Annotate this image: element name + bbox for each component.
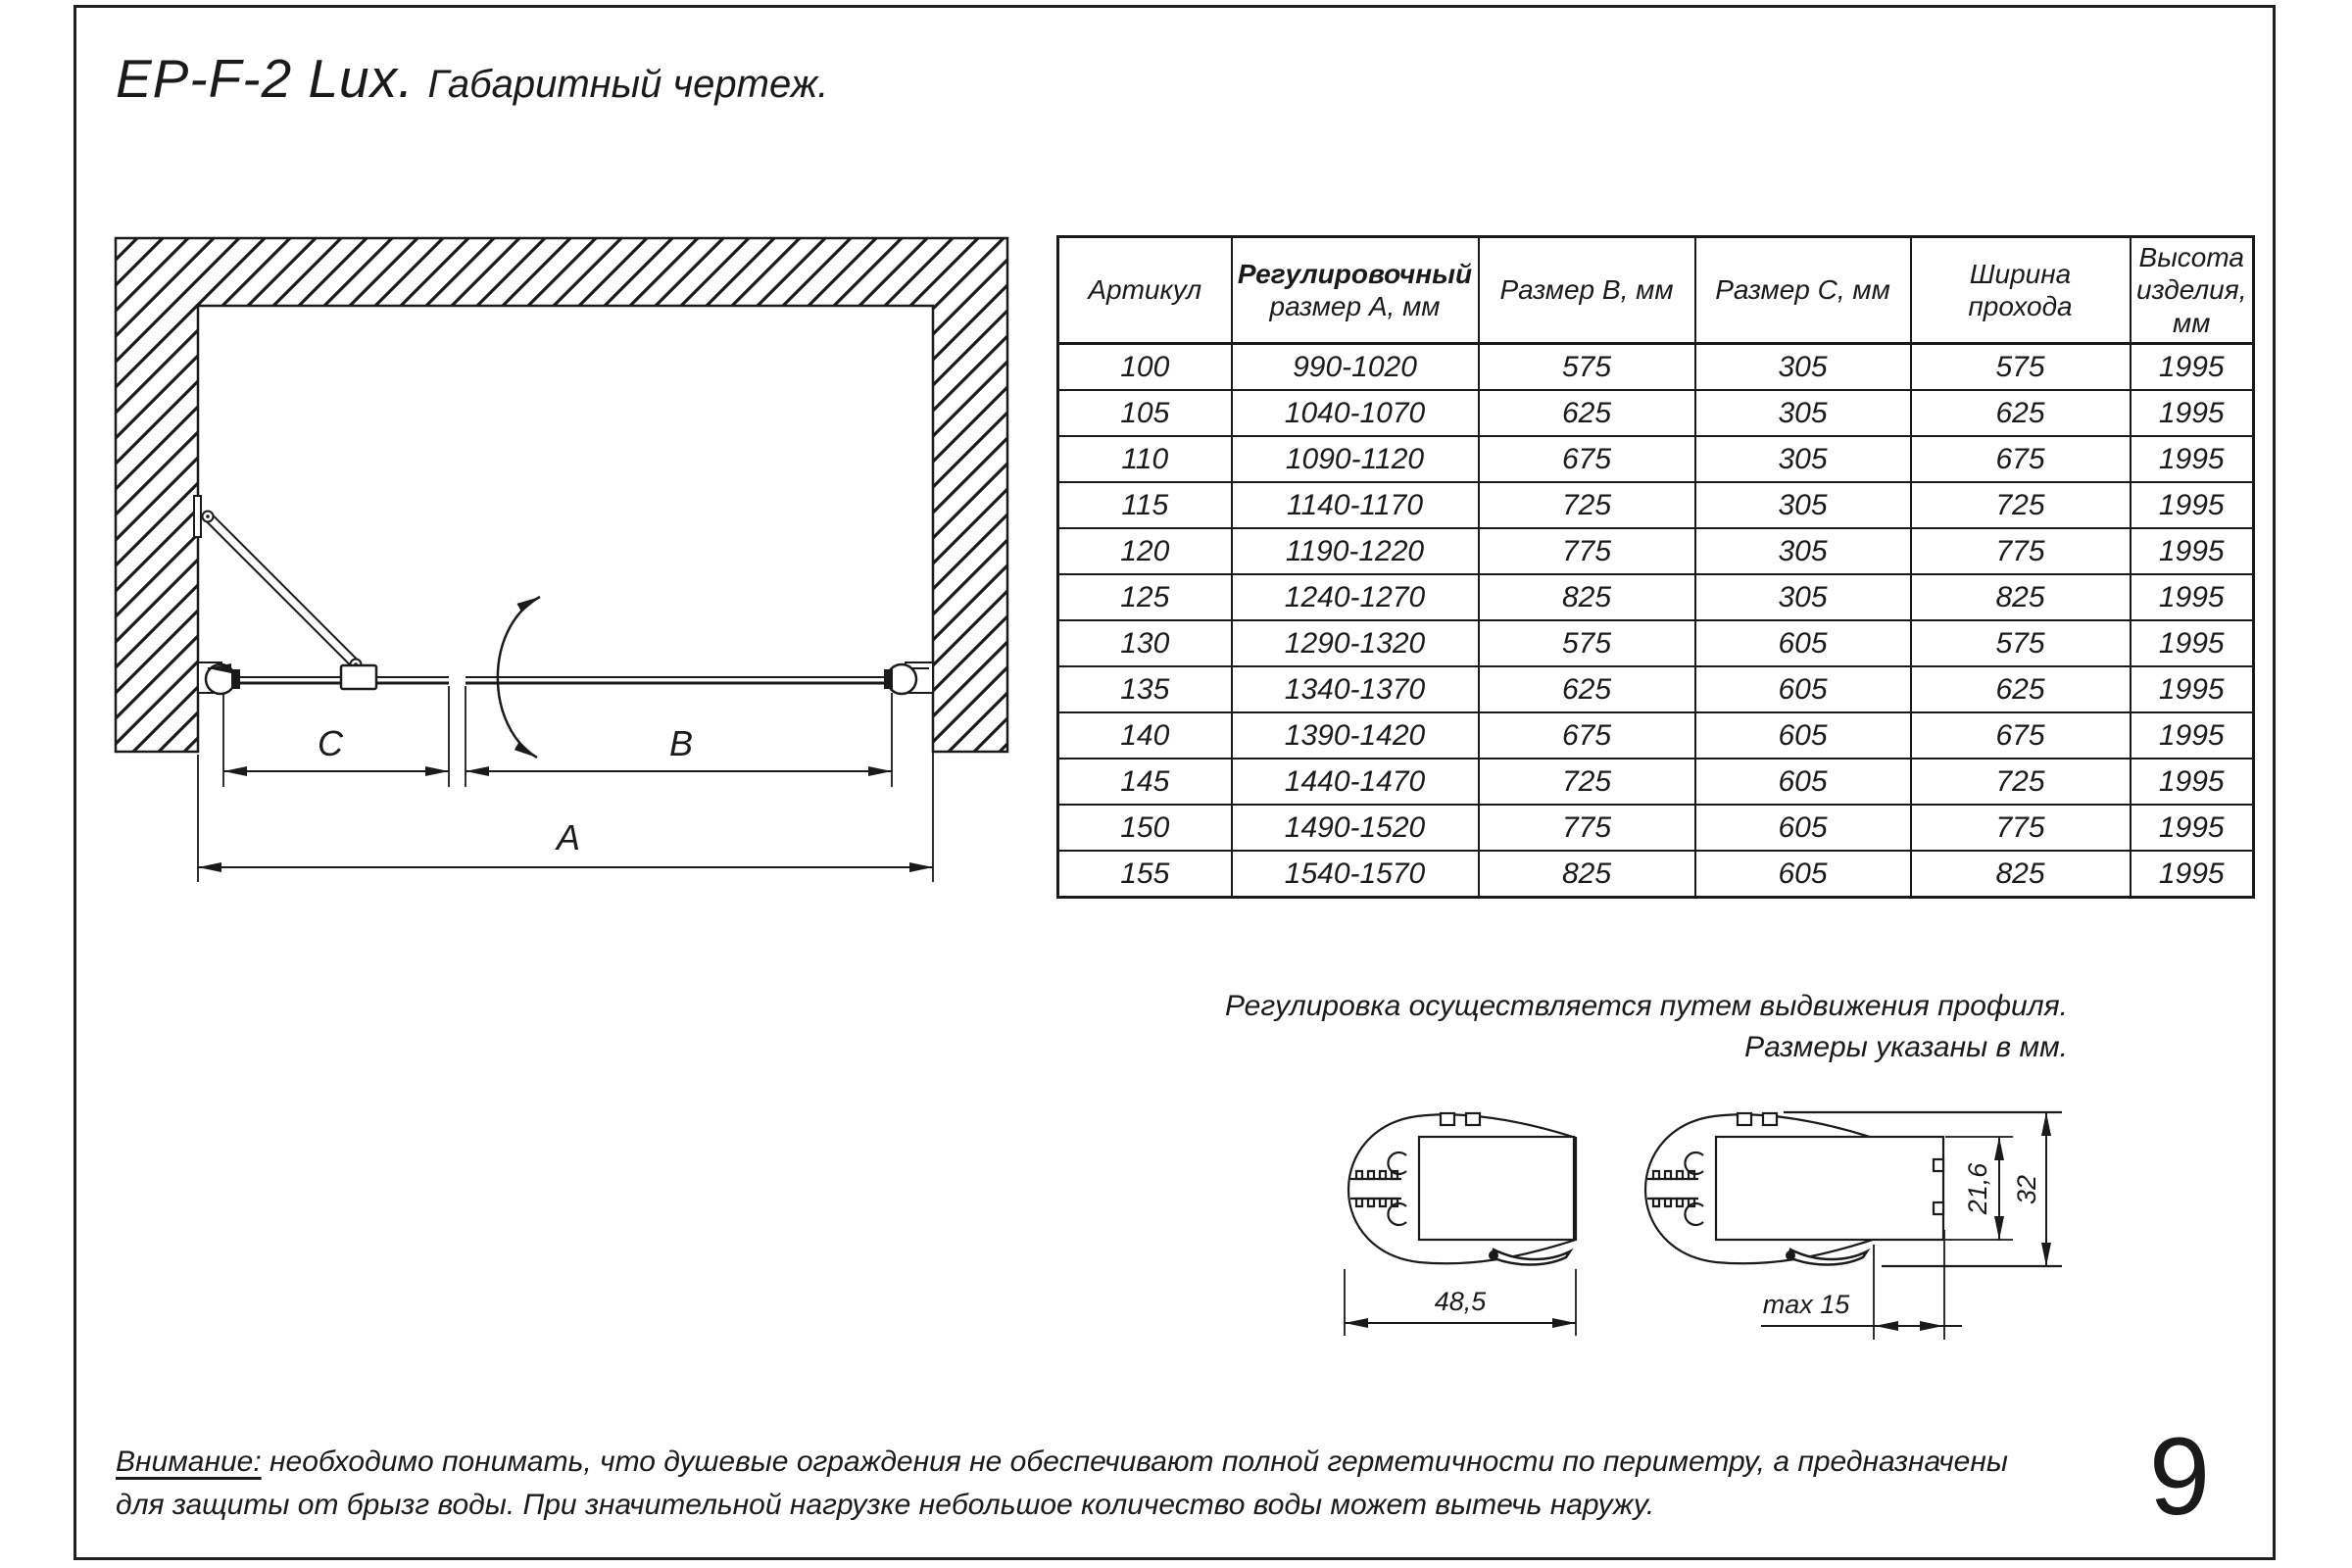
table-cell: 1995 bbox=[2131, 759, 2254, 805]
header-size-b: Размер В, мм bbox=[1479, 237, 1695, 344]
table-cell: 105 bbox=[1058, 390, 1232, 436]
profile-max-label: max 15 bbox=[1762, 1290, 1850, 1319]
table-cell: 1540-1570 bbox=[1232, 851, 1479, 898]
table-cell: 1390-1420 bbox=[1232, 712, 1479, 759]
table-cell: 605 bbox=[1695, 759, 1911, 805]
table-cell: 1340-1370 bbox=[1232, 666, 1479, 712]
warning-label: Внимание: bbox=[116, 1446, 262, 1478]
table-row bbox=[1058, 712, 2254, 759]
table-row bbox=[1058, 759, 2254, 805]
table-cell: 775 bbox=[1911, 528, 2131, 574]
profile-inner-height-dimension bbox=[1945, 1137, 2013, 1240]
table-cell: 575 bbox=[1911, 344, 2131, 391]
table-row bbox=[1058, 851, 2254, 898]
model-name: EP-F-2 Lux. bbox=[116, 48, 415, 109]
table-cell: 1995 bbox=[2131, 805, 2254, 851]
glass-clamp bbox=[341, 665, 376, 689]
table-cell: 775 bbox=[1479, 805, 1695, 851]
profile-inner-height-label: 21,6 bbox=[1963, 1162, 1992, 1215]
wall-hatching bbox=[116, 238, 1007, 752]
table-cell: 725 bbox=[1911, 759, 2131, 805]
table-cell: 1040-1070 bbox=[1232, 390, 1479, 436]
table-cell: 825 bbox=[1479, 851, 1695, 898]
table-cell: 675 bbox=[1911, 436, 2131, 482]
table-cell: 305 bbox=[1695, 482, 1911, 528]
profile-section-left bbox=[1348, 1113, 1576, 1265]
table-cell: 1240-1270 bbox=[1232, 574, 1479, 620]
profile-section-right bbox=[1645, 1113, 1943, 1265]
table-cell: 1995 bbox=[2131, 574, 2254, 620]
support-bar bbox=[194, 496, 362, 670]
warning-text-1: необходимо понимать, что душевые ограждения не обеспечивают полной герметичности по периметру, а предназначены bbox=[261, 1446, 2008, 1478]
table-cell: 1140-1170 bbox=[1232, 482, 1479, 528]
table-cell: 575 bbox=[1479, 344, 1695, 391]
table-cell: 150 bbox=[1058, 805, 1232, 851]
table-cell: 1440-1470 bbox=[1232, 759, 1479, 805]
table-cell: 1090-1120 bbox=[1232, 436, 1479, 482]
table-cell: 145 bbox=[1058, 759, 1232, 805]
table-cell: 675 bbox=[1479, 712, 1695, 759]
table-cell: 1995 bbox=[2131, 666, 2254, 712]
header-size-a bbox=[1232, 237, 1479, 344]
warning-line-1 bbox=[116, 1441, 2036, 1484]
table-row bbox=[1058, 574, 2254, 620]
table-row bbox=[1058, 344, 2254, 391]
table-cell: 825 bbox=[1911, 574, 2131, 620]
table-cell: 625 bbox=[1479, 666, 1695, 712]
dim-a-label: A bbox=[556, 817, 581, 858]
profile-width-dimension bbox=[1345, 1269, 1576, 1336]
table-row bbox=[1058, 436, 2254, 482]
right-wall-profile bbox=[884, 662, 933, 694]
table-cell: 305 bbox=[1695, 344, 1911, 391]
header-size-a-line2: размер А, мм bbox=[1269, 291, 1441, 321]
table-cell: 1995 bbox=[2131, 620, 2254, 666]
table-cell: 625 bbox=[1479, 390, 1695, 436]
page-title bbox=[116, 47, 828, 110]
table-cell: 1490-1520 bbox=[1232, 805, 1479, 851]
table-cell: 625 bbox=[1911, 666, 2131, 712]
table-cell: 1995 bbox=[2131, 851, 2254, 898]
table-cell: 725 bbox=[1479, 759, 1695, 805]
table-cell: 725 bbox=[1479, 482, 1695, 528]
table-cell: 605 bbox=[1695, 805, 1911, 851]
table-header-row bbox=[1058, 237, 2254, 344]
table-cell: 1995 bbox=[2131, 390, 2254, 436]
table-cell: 1995 bbox=[2131, 344, 2254, 391]
dimension-a bbox=[198, 817, 933, 867]
profile-sections bbox=[1303, 1093, 2078, 1387]
table-row bbox=[1058, 482, 2254, 528]
header-height: Высота изделия, мм bbox=[2131, 237, 2254, 344]
table-cell: 675 bbox=[1479, 436, 1695, 482]
table-cell: 305 bbox=[1695, 574, 1911, 620]
left-wall-profile bbox=[198, 662, 240, 694]
table-cell: 1995 bbox=[2131, 528, 2254, 574]
table-row bbox=[1058, 666, 2254, 712]
table-row bbox=[1058, 620, 2254, 666]
table-cell: 675 bbox=[1911, 712, 2131, 759]
table-cell: 100 bbox=[1058, 344, 1232, 391]
header-artikul: Артикул bbox=[1058, 237, 1232, 344]
table-cell: 1995 bbox=[2131, 712, 2254, 759]
notes-block bbox=[1068, 986, 2068, 1068]
table-row bbox=[1058, 528, 2254, 574]
table-row bbox=[1058, 805, 2254, 851]
title-subtitle: Габаритный чертеж. bbox=[427, 63, 829, 106]
table-cell: 305 bbox=[1695, 390, 1911, 436]
warning-line-2: для защиты от брызг воды. При значительной нагрузке небольшое количество воды может вытечь наружу. bbox=[116, 1489, 1655, 1521]
table-cell: 725 bbox=[1911, 482, 2131, 528]
plan-drawing bbox=[74, 225, 1034, 941]
table-cell: 605 bbox=[1695, 712, 1911, 759]
table-cell: 305 bbox=[1695, 436, 1911, 482]
table-cell: 825 bbox=[1911, 851, 2131, 898]
profile-width-label: 48,5 bbox=[1434, 1287, 1487, 1316]
dimension-c bbox=[223, 723, 449, 771]
table-cell: 125 bbox=[1058, 574, 1232, 620]
table-cell: 825 bbox=[1479, 574, 1695, 620]
table-row bbox=[1058, 390, 2254, 436]
table-cell: 140 bbox=[1058, 712, 1232, 759]
units-note: Размеры указаны в мм. bbox=[1744, 1031, 2068, 1063]
table-cell: 120 bbox=[1058, 528, 1232, 574]
shower-screen-line bbox=[238, 677, 887, 683]
table-cell: 575 bbox=[1479, 620, 1695, 666]
table-cell: 155 bbox=[1058, 851, 1232, 898]
table-cell: 130 bbox=[1058, 620, 1232, 666]
table-cell: 1290-1320 bbox=[1232, 620, 1479, 666]
table-cell: 625 bbox=[1911, 390, 2131, 436]
table-cell: 115 bbox=[1058, 482, 1232, 528]
dim-b-label: B bbox=[668, 723, 694, 763]
table-cell: 605 bbox=[1695, 851, 1911, 898]
dimension-b bbox=[466, 723, 892, 771]
table-cell: 605 bbox=[1695, 666, 1911, 712]
page-number: 9 bbox=[2148, 1415, 2209, 1538]
profile-outer-height-label: 32 bbox=[2012, 1174, 2041, 1205]
dim-c-label: C bbox=[318, 723, 343, 763]
table-cell: 575 bbox=[1911, 620, 2131, 666]
table-cell: 1995 bbox=[2131, 436, 2254, 482]
size-table bbox=[1056, 235, 2255, 899]
header-size-a-line1: Регулировочный bbox=[1237, 258, 1473, 289]
adjustment-note: Регулировка осуществляется путем выдвижения профиля. bbox=[1224, 990, 2068, 1022]
warning-note bbox=[116, 1441, 2036, 1527]
table-cell: 605 bbox=[1695, 620, 1911, 666]
table-cell: 1190-1220 bbox=[1232, 528, 1479, 574]
table-cell: 135 bbox=[1058, 666, 1232, 712]
table-cell: 110 bbox=[1058, 436, 1232, 482]
table-cell: 1995 bbox=[2131, 482, 2254, 528]
header-pass-width: Ширина прохода bbox=[1911, 237, 2131, 344]
table-cell: 990-1020 bbox=[1232, 344, 1479, 391]
header-size-c: Размер С, мм bbox=[1695, 237, 1911, 344]
table-cell: 775 bbox=[1479, 528, 1695, 574]
table-cell: 305 bbox=[1695, 528, 1911, 574]
table-cell: 775 bbox=[1911, 805, 2131, 851]
